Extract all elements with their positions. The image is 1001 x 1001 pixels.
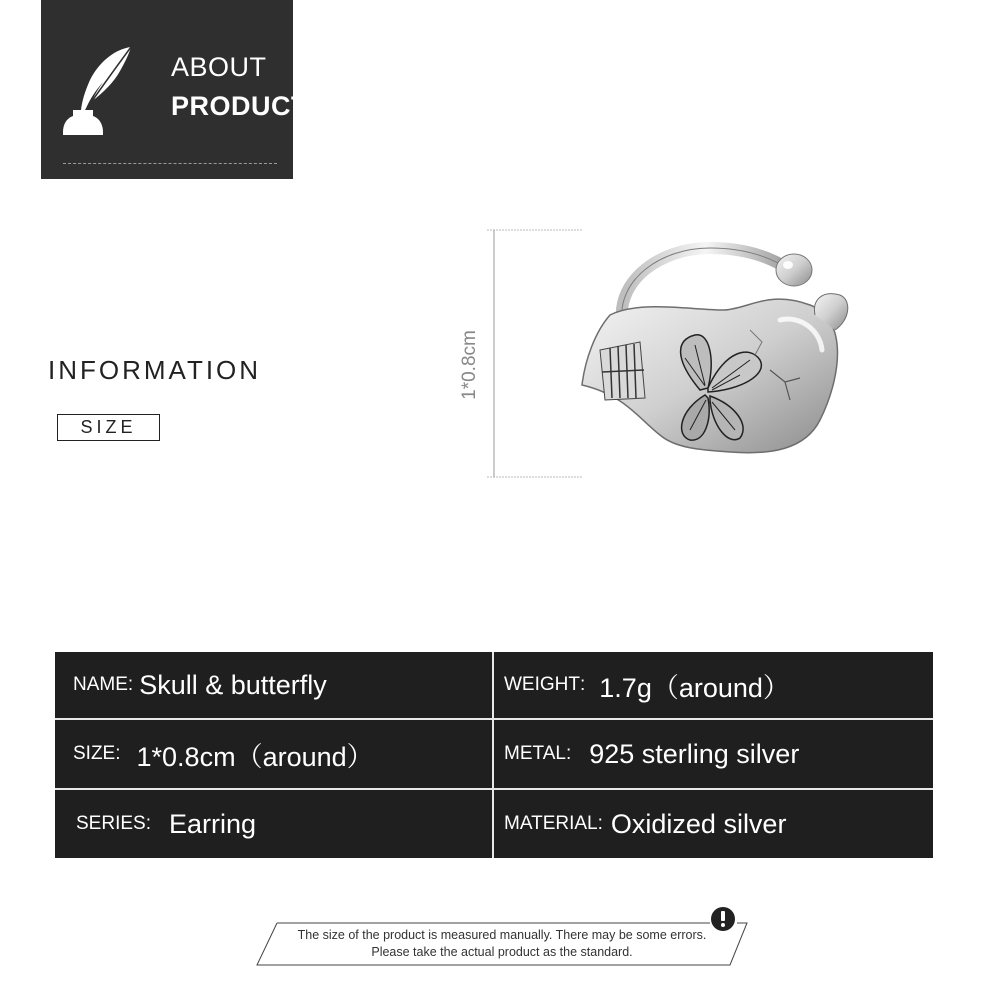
header-title-line2: PRODUCT: [171, 91, 308, 121]
dotted-divider: [63, 163, 277, 164]
spec-key: MATERIAL: [504, 813, 598, 834]
dimension-marker: [487, 230, 583, 477]
spec-cell-name: NAME : Skull & butterfly: [55, 652, 492, 718]
spec-cell-weight: WEIGHT : 1.7g（around）: [494, 652, 933, 718]
spec-cell-series: SERIES : Earring: [55, 790, 492, 858]
product-image: [450, 220, 870, 490]
spec-cell-size: SIZE : 1*0.8cm（around）: [55, 720, 492, 788]
spec-table: [55, 652, 933, 858]
header-title-line1: ABOUT: [171, 52, 267, 82]
spec-key: NAME: [73, 674, 128, 695]
spec-key: SERIES: [76, 813, 146, 834]
spec-key: SIZE: [73, 743, 116, 764]
spec-value: Oxidized silver: [610, 808, 787, 839]
dimension-label: 1*0.8cm: [459, 330, 480, 400]
notice-line2: Please take the actual product as the standard.: [371, 945, 633, 959]
quill-inkwell-icon: [59, 44, 139, 139]
spec-key: METAL: [504, 743, 566, 764]
spec-value: 925 sterling silver: [589, 738, 800, 769]
spec-value: Skull & butterfly: [139, 669, 327, 700]
spec-value: 1*0.8cm（around）: [136, 741, 374, 772]
spec-cell-material: MATERIAL : Oxidized silver: [494, 790, 933, 858]
notice-line1: The size of the product is measured manually. There may be some errors.: [297, 928, 707, 942]
information-heading: INFORMATION: [48, 355, 262, 385]
notice-text: [262, 927, 742, 961]
about-product-header: [41, 0, 308, 179]
spec-value: Earring: [168, 808, 257, 839]
size-tag: SIZE: [57, 414, 160, 441]
spec-cell-metal: METAL : 925 sterling silver: [494, 720, 933, 788]
spec-value: 1.7g（around）: [599, 672, 790, 703]
spec-key: WEIGHT: [504, 674, 580, 695]
